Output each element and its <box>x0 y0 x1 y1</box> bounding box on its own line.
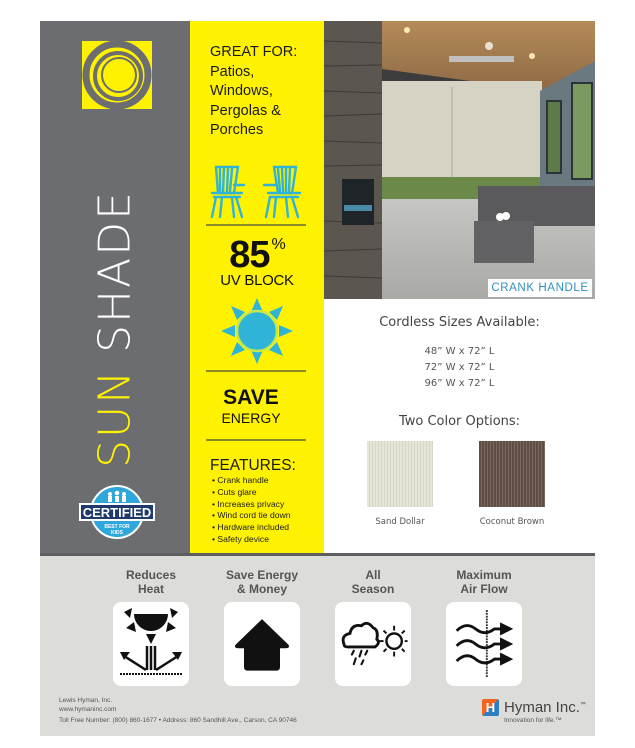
sun-shade-flyer <box>40 21 595 736</box>
benefit-title: All <box>365 568 381 582</box>
benefit-title: Season <box>351 582 395 596</box>
benefit-title: Air Flow <box>460 582 508 596</box>
patio-chairs-icon <box>208 163 308 219</box>
features-title: FEATURES: <box>210 457 296 474</box>
swatch-label-coconut-brown: Coconut Brown <box>479 517 545 527</box>
feature-item: • Hardware included <box>212 522 291 534</box>
product-details-column <box>324 21 595 553</box>
brand-word-shade: SHADE <box>89 190 141 353</box>
highlights-column <box>190 21 324 553</box>
brand-title <box>90 190 141 468</box>
great-for-item: Porches <box>210 122 264 138</box>
brand-word-sun: SUN <box>89 368 141 468</box>
uv-block-value: 85 % <box>229 234 285 276</box>
swatch-sand-dollar <box>367 441 433 507</box>
benefit-title: Heat <box>137 582 164 596</box>
benefits-band <box>40 553 595 736</box>
save-energy-subtitle: ENERGY <box>221 410 281 426</box>
benefit-title: Maximum <box>456 568 512 582</box>
house-icon <box>224 602 300 686</box>
swatch-label-sand-dollar: Sand Dollar <box>375 517 425 527</box>
size-option: 72” W x 72” L <box>424 362 495 373</box>
company-footer <box>59 696 297 725</box>
hyman-tagline: Innovation for life.™ <box>504 717 562 724</box>
svg-text:BEST FOR: BEST FOR <box>104 524 130 530</box>
feature-item: • Wind cord tie down <box>212 510 291 522</box>
divider <box>206 224 306 226</box>
benefit-maximum-air-flow <box>439 568 529 686</box>
great-for-block <box>210 43 297 141</box>
reduces-heat-icon <box>113 602 189 686</box>
benefit-all-season <box>328 568 418 686</box>
weather-icon <box>335 602 411 686</box>
crank-handle-label: CRANK HANDLE <box>488 279 592 297</box>
color-options-title: Two Color Options: <box>398 414 521 429</box>
feature-item: • Increases privacy <box>212 499 291 511</box>
svg-text:KIDS: KIDS <box>111 530 123 536</box>
benefit-reduces-heat <box>106 568 196 686</box>
benefit-title: Reduces <box>125 568 177 582</box>
brand-column <box>40 21 190 553</box>
benefit-save-energy-money <box>217 568 307 686</box>
benefit-title: Save Energy <box>225 568 299 582</box>
sizes-title: Cordless Sizes Available: <box>379 315 540 330</box>
divider <box>206 439 306 441</box>
divider <box>206 370 306 372</box>
feature-item: • Cuts glare <box>212 487 291 499</box>
company-website[interactable]: www.hymaninc.com <box>59 706 117 713</box>
feature-item: • Crank handle <box>212 475 291 487</box>
certified-best-for-kids-badge <box>78 485 156 541</box>
great-for-title: GREAT FOR: <box>210 44 298 60</box>
great-for-item: Windows, <box>210 83 273 99</box>
svg-text:CERTIFIED: CERTIFIED <box>82 505 152 520</box>
uv-block-label: UV BLOCK <box>220 272 294 289</box>
features-list <box>212 475 291 546</box>
company-name: Lewis Hyman, Inc. <box>59 697 113 704</box>
hyman-name: Hyman Inc.™ <box>504 699 586 716</box>
sun-logo-icon <box>82 41 152 109</box>
great-for-item: Pergolas & <box>210 102 281 119</box>
swatch-coconut-brown <box>479 441 545 507</box>
great-for-item: Patios, <box>210 63 255 80</box>
hyman-h-icon: H <box>482 699 499 716</box>
airflow-icon <box>446 602 522 686</box>
size-option: 96” W x 72” L <box>424 378 495 389</box>
size-option: 48” W x 72” L <box>424 346 495 357</box>
patio-photo <box>324 21 595 299</box>
benefit-title: & Money <box>236 582 287 596</box>
hyman-inc-logo <box>482 699 586 724</box>
company-contact: Toll Free Number: (800) 860-1677 • Address: 860 Sandhill Ave., Carson, CA 90746 <box>59 717 297 724</box>
sun-icon <box>221 298 293 364</box>
feature-item: • Safety device <box>212 534 291 546</box>
sizes-list <box>324 344 595 392</box>
save-energy-title: SAVE <box>223 386 279 409</box>
